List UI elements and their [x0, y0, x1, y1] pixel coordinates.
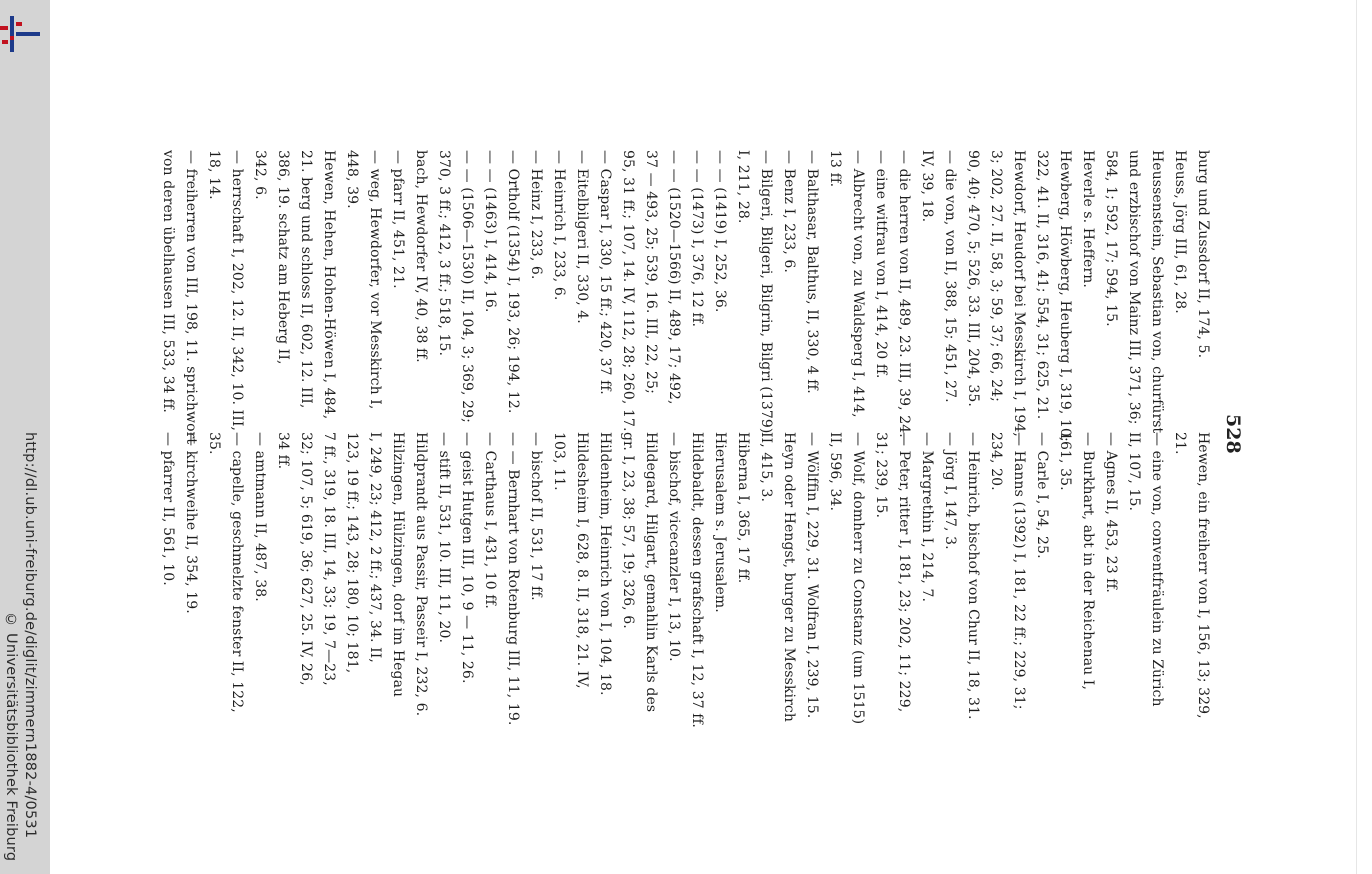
- index-entry-line: — herrschaft I, 202, 12. II, 342, 10. III,: [229, 150, 245, 432]
- index-entry-line: 95, 31 ff.; 107, 14. IV, 112, 28; 260, 17.: [620, 150, 636, 432]
- index-entry-line: Hildesheim I, 628, 8. II, 318, 21. IV,: [574, 432, 590, 689]
- index-entry-line: 31; 239, 15.: [873, 432, 889, 519]
- index-entry-line: — Margrethin I, 214, 7.: [919, 432, 935, 603]
- index-entry-line: Heverle s. Heffern.: [1080, 150, 1096, 288]
- index-entry-line: — — (1506—1530) II, 104, 3; 369, 29;: [459, 150, 475, 423]
- index-entry-line: — bischof, vicecanzler I, 13, 10.: [666, 432, 682, 662]
- index-entry-line: — Heinrich I, 233, 6.: [551, 150, 567, 301]
- index-entry-line: — freiherren von III, 198, 11. sprichwort: [183, 150, 199, 445]
- index-entry-line: 32; 107, 5; 619, 36; 627, 25. IV, 26,: [298, 432, 314, 686]
- index-entry-line: — Agnes II, 453, 23 ff.: [1103, 432, 1119, 593]
- index-entry-line: 342, 6.: [252, 150, 268, 200]
- index-entry-line: Heussenstein, Sebastian von, churfürst: [1149, 150, 1165, 434]
- index-entry-line: — Heinz I, 233, 6.: [528, 150, 544, 280]
- index-entry-line: — amtmann II, 487, 38.: [252, 432, 268, 602]
- index-entry-line: — Peter, ritter I, 181, 23; 202, 11; 229,: [896, 432, 912, 713]
- index-entry-line: — — (1520—1566) II, 489, 17; 492,: [666, 150, 682, 405]
- index-entry-line: 322, 41. II, 316, 41; 554, 31; 625, 21.: [1034, 150, 1050, 420]
- index-entry-line: — Bilgeri, Bilgeri, Bilgrin, Bilgri (1379): [758, 150, 774, 434]
- index-entry-line: Hewberg, Höwberg, Heuberg I, 319, 10;: [1057, 150, 1073, 442]
- index-entry-line: Hewen, Hehen, Hohen-Höwen I, 484,: [321, 150, 337, 420]
- index-entry-line: — Hanns (1392) I, 181, 22 ff.; 229, 31;: [1011, 432, 1027, 710]
- index-entry-line: 161, 35.: [1057, 432, 1073, 491]
- index-entry-line: 103, 11.: [551, 432, 567, 491]
- index-entry-line: Hiberna I, 365, 17 ff.: [735, 432, 751, 584]
- index-entry-line: — kirchweihe II, 354, 19.: [183, 432, 199, 614]
- index-entry-line: Hilzingen, Hülzingen, dorf im Hegau: [390, 432, 406, 698]
- index-entry-line: bach, Hewdorfer IV, 40, 38 ff.: [413, 150, 429, 363]
- index-entry-line: 21. berg und schloss II, 602, 12. III,: [298, 150, 314, 409]
- index-entry-line: I, 249, 23; 412, 2 ff.; 437, 34. II,: [367, 432, 383, 663]
- index-entry-line: — — Bernhart von Rotenburg III, 11, 19.: [505, 432, 521, 726]
- index-entry-line: 584, 1; 592, 17; 594, 15.: [1103, 150, 1119, 327]
- permalink-url[interactable]: http://dl.ub.uni-freiburg.de/diglit/zimmern1882-4/0531: [22, 432, 38, 839]
- index-entry-line: 448, 39.: [344, 150, 360, 209]
- index-entry-line: — Balthasar, Balthus, II, 330, 4 ff.: [804, 150, 820, 394]
- index-entry-line: — eine witfrau von I, 414, 20 ff.: [873, 150, 889, 379]
- index-entry-line: — Caspar I, 330, 15 ff.; 420, 37 ff.: [597, 150, 613, 395]
- index-entry-line: 21.: [1172, 432, 1188, 455]
- index-entry-line: Hewen, ein freiherr von I, 156, 13; 329,: [1195, 432, 1211, 719]
- page-number: 528: [1222, 414, 1244, 454]
- index-entry-line: 35.: [206, 432, 222, 455]
- index-entry-line: 123, 19 ff.; 143, 28; 180, 10; 181,: [344, 432, 360, 674]
- index-column-bottom: [160, 0, 1214, 874]
- index-entry-line: — Ortholf (1354) I, 193, 26; 194, 12.: [505, 150, 521, 414]
- index-entry-line: — — (1419) I, 252, 36.: [712, 150, 728, 313]
- index-entry-line: Hildegard, Hilgart, gemahlin Karls des: [643, 432, 659, 713]
- index-entry-line: 37 — 493, 25; 539, 16. III, 22, 25;: [643, 150, 659, 394]
- index-entry-line: burg und Zussdorf II, 174, 5.: [1195, 150, 1211, 359]
- index-entry-line: — die von, von II, 388, 15; 451, 27.: [942, 150, 958, 403]
- index-entry-line: — Jörg I, 147, 3.: [942, 432, 958, 550]
- index-entry-line: — pfarr II, 451, 21.: [390, 150, 406, 289]
- viewer-right-edge: [1356, 0, 1372, 874]
- index-entry-line: — stift II, 531, 10. III, 11, 20.: [436, 432, 452, 644]
- index-entry-line: 13 ff.: [827, 150, 843, 188]
- index-entry-line: — Carthaus I, 431, 10 ff.: [482, 432, 498, 609]
- index-entry-line: — pfarrer II, 561, 10.: [160, 432, 176, 586]
- index-entry-line: — Wolf, domherr zu Constanz (um 1515): [850, 432, 866, 725]
- index-entry-line: 7 ff., 319, 18. III, 14, 33; 19, 7—23,: [321, 432, 337, 686]
- index-entry-line: 18, 14.: [206, 150, 222, 200]
- index-entry-line: — Heinrich, bischof von Chur II, 18, 31.: [965, 432, 981, 720]
- ub-freiburg-logo-icon: [0, 12, 42, 54]
- index-entry-line: gr. I, 23, 38; 57, 19; 326, 6.: [620, 432, 636, 629]
- index-entry-line: 386, 19. schatz am Heberg II,: [275, 150, 291, 365]
- index-entry-line: II, 415, 3.: [758, 432, 774, 503]
- index-entry-line: Heyn oder Hengst, burger zu Messkirch: [781, 432, 797, 722]
- index-entry-line: 34 ff.: [275, 432, 291, 470]
- viewer-left-sidebar: [0, 0, 50, 874]
- index-entry-line: — weg, Hewdorfer, vor Messkirch I,: [367, 150, 383, 410]
- index-entry-line: I, 211, 28.: [735, 150, 751, 224]
- index-entry-line: — die herren von II, 489, 23. III, 39, 24.: [896, 150, 912, 438]
- index-entry-line: Hildebaldt, dessen grafschaft I, 12, 37 ff.: [689, 432, 705, 728]
- index-entry-line: II, 596, 34.: [827, 432, 843, 512]
- index-entry-line: — geist Hutgen III, 10, 9 — 11, 26.: [459, 432, 475, 684]
- index-entry-line: IV, 39, 18.: [919, 150, 935, 223]
- index-entry-line: — — (1473) I, 376, 12 ff.: [689, 150, 705, 328]
- copyright-notice: © Universitätsbibliothek Freiburg: [3, 612, 19, 862]
- index-entry-line: 90, 40; 470, 5; 526, 33. III, 204, 35.: [965, 150, 981, 407]
- index-entry-line: — Carle I, 54, 25.: [1034, 432, 1050, 559]
- index-entry-line: II, 107, 15.: [1126, 432, 1142, 512]
- index-entry-line: — Benz I, 233, 6.: [781, 150, 797, 273]
- index-entry-line: — Wölffin I, 229, 31. Wolfran I, 239, 15.: [804, 432, 820, 719]
- index-entry-line: — eine von, conventfräulein zu Zürich: [1149, 432, 1165, 707]
- index-entry-line: — — (1463) I, 414, 16.: [482, 150, 498, 313]
- index-entry-line: Hewdorf, Heudorf bei Messkirch I, 194,: [1011, 150, 1027, 437]
- index-entry-line: 234, 20.: [988, 432, 1004, 491]
- index-entry-line: 370, 3 ff.; 412, 3 ff.; 518, 15.: [436, 150, 452, 357]
- index-entry-line: 3; 202, 27. II, 58, 3; 59, 37; 66, 24;: [988, 150, 1004, 402]
- index-entry-line: Hildenheim, Heinrich von I, 104, 18.: [597, 432, 613, 696]
- index-entry-line: — capelle, geschmelzte fenster II, 122,: [229, 432, 245, 713]
- index-entry-line: Heuss, Jörg III, 61, 28.: [1172, 150, 1188, 314]
- index-entry-line: Hierusalem s. Jerusalem.: [712, 432, 728, 613]
- index-entry-line: — bischof II, 531, 17 ff.: [528, 432, 544, 601]
- index-entry-line: von deren übelhausen III, 533, 34 ff.: [160, 150, 176, 413]
- index-entry-line: Hildprandt aus Passir, Passeir I, 232, 6.: [413, 432, 429, 717]
- index-entry-line: — Albrecht von, zu Waldsperg I, 414,: [850, 150, 866, 418]
- index-entry-line: — Eitelbilgeri II, 330, 4.: [574, 150, 590, 324]
- index-entry-line: — Burkhart, abt in der Reichenau I,: [1080, 432, 1096, 690]
- index-entry-line: und erzbischof von Mainz III, 371, 36;: [1126, 150, 1142, 425]
